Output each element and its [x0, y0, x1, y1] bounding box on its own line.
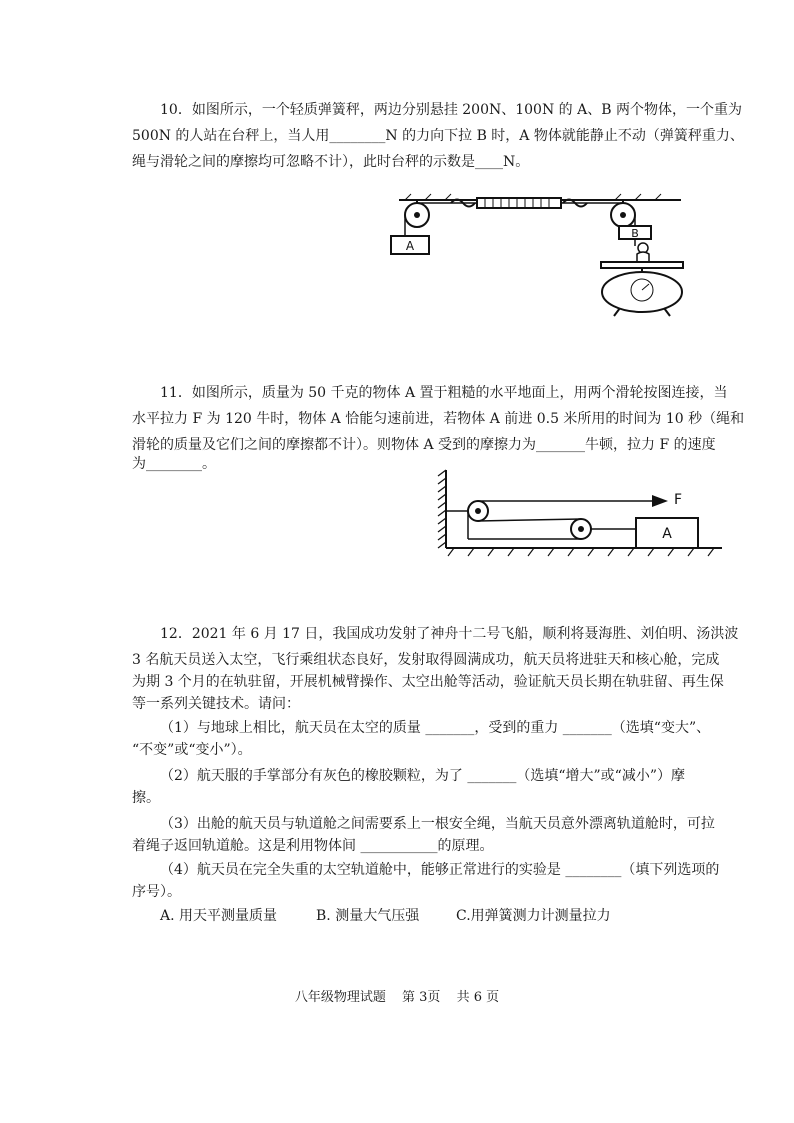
q12-part3-line-2: 着绳子返回轨道舱。这是利用物体间 ___________的原理。 — [132, 838, 494, 854]
q12-option-a: A. 用天平测量质量 — [160, 908, 278, 924]
q12-option-b: B. 测量大气压强 — [316, 908, 420, 924]
q11-line-2: 水平拉力 F 为 120 牛时，物体 A 恰能匀速前进，若物体 A 前进 0.5 米所用的时间为 10 秒（绳和 — [132, 411, 745, 427]
q12-part1-line-1: （1）与地球上相比，航天员在太空的质量 _______，受到的重力 _______（选填“变大”、 — [160, 720, 711, 736]
force-arrow — [652, 495, 668, 507]
q12-part4-line-2: 序号）。 — [132, 884, 181, 900]
q12-part4-line-1: （4）航天员在完全失重的太空轨道舱中，能够正常进行的实验是 ________（填下列选项的 — [160, 862, 720, 878]
q12-line-4: 等一系列关键技术。请问： — [132, 696, 300, 712]
q12-part2-line-1: （2）航天服的手掌部分有灰色的橡胶颗粒，为了 _______（选填“增大”或“减小”）摩 — [160, 768, 685, 784]
footer-total-pages: 共 6 页 — [456, 990, 500, 1005]
force-f-label: F — [674, 492, 683, 508]
person-figure — [635, 239, 649, 264]
q11-line-4: 为________。 — [132, 456, 216, 472]
q10-line-1: 10．如图所示，一个轻质弹簧秤，两边分别悬挂 200N、100N 的 A、B 两个物体，一个重为 — [160, 102, 742, 118]
q12-line-1: 12．2021 年 6 月 17 日，我国成功发射了神舟十二号飞船，顺利将聂海胜、刘伯明、汤洪波 — [160, 626, 739, 642]
left-pulley — [405, 200, 429, 227]
q12-part1-line-2: “不变”或“变小”）。 — [132, 742, 252, 758]
page-footer — [0, 986, 794, 1005]
q11-line-1: 11．如图所示，质量为 50 千克的物体 A 置于粗糙的水平地面上，用两个滑轮按图连接，当 — [160, 385, 728, 401]
q12-line-3: 为期 3 个月的在轨驻留，开展机械臂操作、太空出舱等活动，验证航天员长期在轨驻留、再生保 — [132, 674, 724, 690]
q12-line-2: 3 名航天员送入太空，飞行乘组状态良好，发射取得圆满成功，航天员将进驻天和核心舱，完成 — [132, 652, 720, 668]
block-b-label: B — [631, 227, 639, 240]
q12-part3-line-1: （3）出舱的航天员与轨道舱之间需要系上一根安全绳，当航天员意外漂离轨道舱时，可拉 — [160, 816, 715, 832]
q10-pulley-diagram — [385, 192, 695, 318]
footer-page-number: 第 3页 — [402, 990, 441, 1005]
q12-part2-line-2: 擦。 — [132, 790, 160, 806]
q11-pulley-diagram — [430, 468, 728, 560]
q10-line-3: 绳与滑轮之间的摩擦均可忽略不计），此时台秤的示数是____N。 — [132, 154, 530, 170]
q12-option-c: C.用弹簧测力计测量拉力 — [456, 908, 611, 924]
right-pulley — [611, 200, 635, 227]
footer-title: 八年级物理试题 — [294, 990, 386, 1005]
q10-line-2: 500N 的人站在台秤上，当人用________N 的力向下拉 B 时，A 物体就能静止不动（弹簧秤重力、 — [132, 128, 744, 144]
block-a-label: A — [662, 526, 672, 542]
q11-line-3: 滑轮的质量及它们之间的摩擦都不计）。则物体 A 受到的摩擦力为_______牛顿，拉力 F 的速度 — [132, 437, 716, 453]
block-a-label: A — [405, 239, 415, 253]
platform-scale — [601, 262, 683, 316]
